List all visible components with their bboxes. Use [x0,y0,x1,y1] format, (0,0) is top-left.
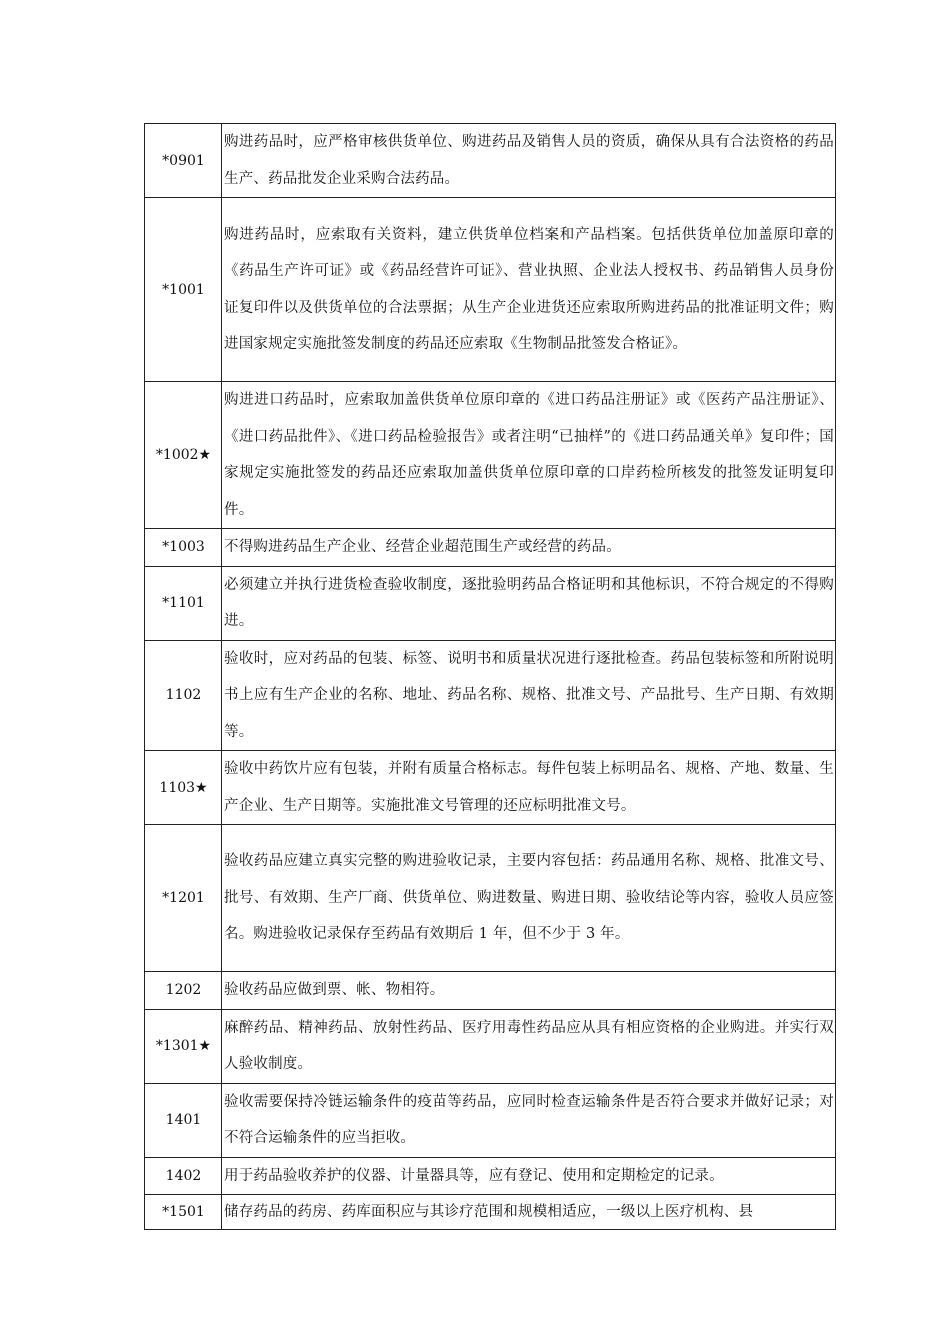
item-code: *1003 [145,529,222,567]
item-code: 1402 [145,1157,222,1195]
item-requirement: 购进进口药品时，应索取加盖供货单位原印章的《进口药品注册证》或《医药产品注册证》、《进口药品批件》、《进口药品检验报告》或者注明“已抽样”的《进口药品通关单》复印件；国家规定实施批签发的药品还应索取加盖供货单位原印章的口岸药检所核发的批签发证明复印件。 [222,382,836,529]
item-code: *1001 [145,198,222,382]
item-requirement: 不得购进药品生产企业、经营企业超范围生产或经营的药品。 [222,529,836,567]
item-code: *1002★ [145,382,222,529]
table-row [145,972,836,1010]
item-code: *1501 [145,1195,222,1230]
table-row [145,382,836,529]
item-requirement: 购进药品时，应索取有关资料，建立供货单位档案和产品档案。包括供货单位加盖原印章的《药品生产许可证》或《药品经营许可证》、营业执照、企业法人授权书、药品销售人员身份证复印件以及供货单位的合法票据；从生产企业进货还应索取所购进药品的批准证明文件；购进国家规定实施批签发制度的药品还应索取《生物制品批签发合格证》。 [222,198,836,382]
item-code: *0901 [145,124,222,198]
item-code: *1101 [145,566,222,640]
item-requirement: 验收需要保持冷链运输条件的疫苗等药品，应同时检查运输条件是否符合要求并做好记录；对不符合运输条件的应当拒收。 [222,1083,836,1157]
table-row [145,751,836,825]
table-row [145,198,836,382]
table-row [145,124,836,198]
item-requirement: 验收药品应做到票、帐、物相符。 [222,972,836,1010]
table-row [145,1083,836,1157]
item-requirement: 验收时，应对药品的包装、标签、说明书和质量状况进行逐批检查。药品包装标签和所附说明书上应有生产企业的名称、地址、药品名称、规格、批准文号、产品批号、生产日期、有效期等。 [222,640,836,751]
item-requirement: 麻醉药品、精神药品、放射性药品、医疗用毒性药品应从具有相应资格的企业购进。并实行双人验收制度。 [222,1009,836,1083]
item-code: *1201 [145,825,222,972]
item-requirement: 验收中药饮片应有包装，并附有质量合格标志。每件包装上标明品名、规格、产地、数量、生产企业、生产日期等。实施批准文号管理的还应标明批准文号。 [222,751,836,825]
inspection-standards-table [144,123,836,1230]
item-requirement: 购进药品时，应严格审核供货单位、购进药品及销售人员的资质，确保从具有合法资格的药品生产、药品批发企业采购合法药品。 [222,124,836,198]
item-requirement: 用于药品验收养护的仪器、计量器具等，应有登记、使用和定期检定的记录。 [222,1157,836,1195]
table-row [145,1195,836,1230]
table-row [145,566,836,640]
table-row [145,640,836,751]
table-row [145,825,836,972]
item-code: 1202 [145,972,222,1010]
item-code: *1301★ [145,1009,222,1083]
table-row [145,1009,836,1083]
item-requirement: 验收药品应建立真实完整的购进验收记录，主要内容包括：药品通用名称、规格、批准文号、批号、有效期、生产厂商、供货单位、购进数量、购进日期、验收结论等内容，验收人员应签名。购进验收记录保存至药品有效期后 1 年，但不少于 3 年。 [222,825,836,972]
item-code: 1401 [145,1083,222,1157]
item-code: 1103★ [145,751,222,825]
item-requirement: 必须建立并执行进货检查验收制度，逐批验明药品合格证明和其他标识，不符合规定的不得购进。 [222,566,836,640]
table-row [145,529,836,567]
item-code: 1102 [145,640,222,751]
item-requirement: 储存药品的药房、药库面积应与其诊疗范围和规模相适应，一级以上医疗机构、县 [222,1195,836,1230]
table-row [145,1157,836,1195]
